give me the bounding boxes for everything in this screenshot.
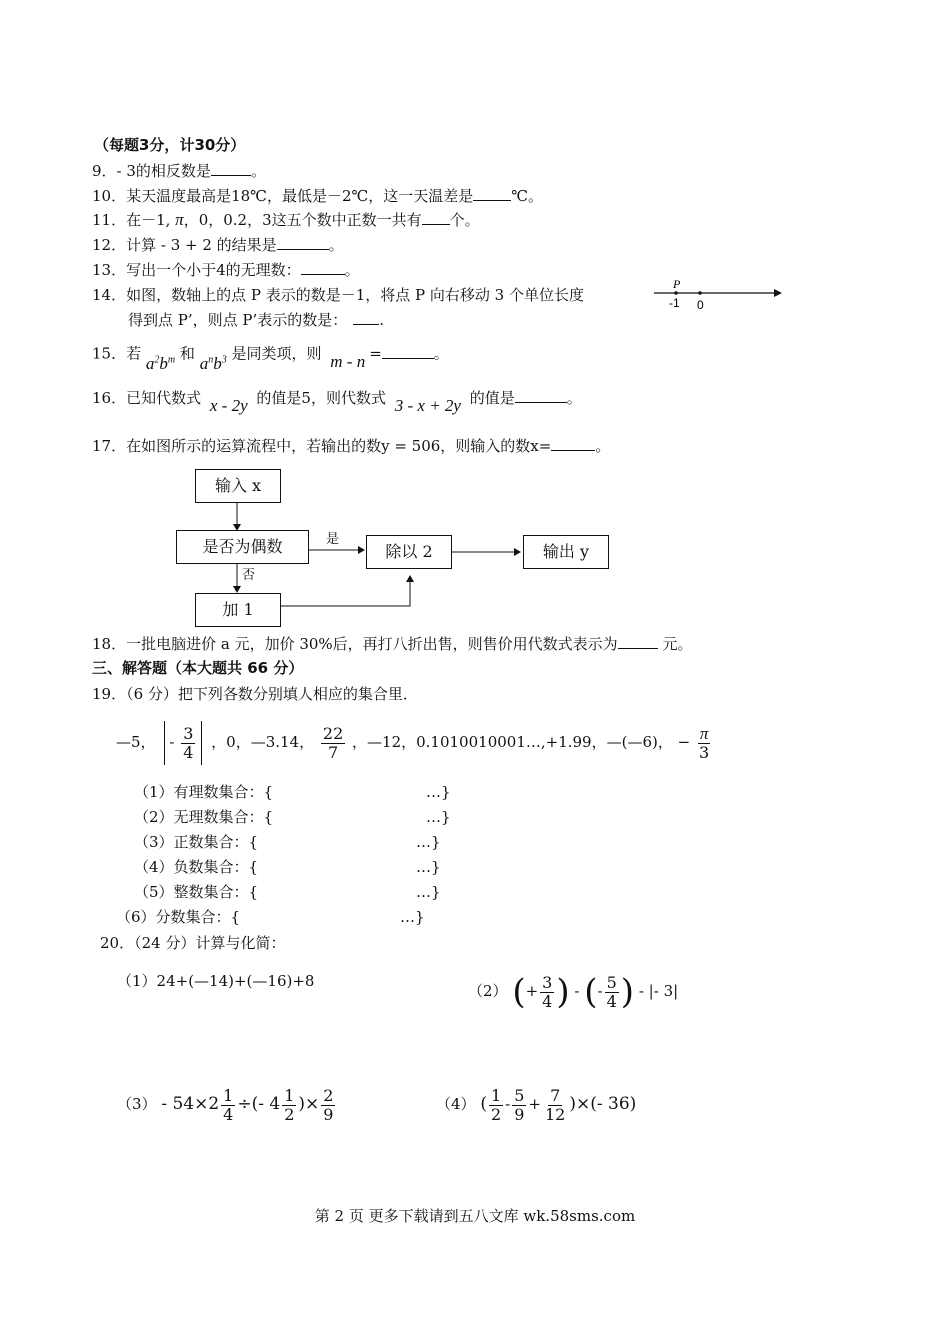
set-fraction-end: …} (400, 908, 425, 926)
flow-even-box: 是否为偶数 (176, 530, 309, 564)
answer-blank[interactable] (301, 260, 345, 275)
zero-label: 0 (697, 298, 704, 312)
fraction-1-4: $\frac{1}{4}$ (223, 1085, 234, 1124)
question-14-line-1: 14．如图，数轴上的点 P 表示的数是－1，将点 P 向右移动 3 个单位长度 (92, 286, 584, 304)
answer-blank[interactable] (382, 344, 434, 359)
flow-add-box: 加 1 (195, 593, 281, 627)
set-negative-end: …} (416, 858, 441, 876)
fraction-1-2: $\frac{1}{2}$ (284, 1085, 295, 1124)
problem-2: （2） (+ $\frac{3}{4}$ ) - (- $\frac{5}{4}$ ) - |- 3| (468, 972, 679, 1012)
fraction-22-7: $\frac{22}{7}$ (322, 723, 344, 762)
question-20: 20．（24 分）计算与化简： (100, 934, 286, 952)
fraction-7-12: $\frac{7}{12}$ (545, 1085, 566, 1124)
question-11: 11．在－1, π，0，0.2，3这五个数中正数一共有 个。 (92, 210, 480, 229)
flow-no-label: 否 (242, 568, 256, 583)
set-negative: （4）负数集合：{ (134, 858, 259, 876)
flow-divide-box: 除以 2 (366, 535, 452, 569)
set-fraction: （6）分数集合：{ (116, 908, 241, 926)
question-19: 19．（6 分）把下列各数分别填人相应的集合里． (92, 685, 418, 703)
set-irrational-end: …} (426, 808, 451, 826)
section-3-title: 三、解答题（本大题共 66 分） (92, 659, 304, 677)
problem-3: （3） - 54×2 $\frac{1}{4}$ ÷(- 4 $\frac{1}{2}$ )× $\frac{2}{9}$ (117, 1085, 334, 1124)
fraction-5-4: $\frac{5}{4}$ (606, 972, 617, 1011)
point-p (674, 291, 678, 295)
fraction-pi-3: $\frac{\pi}{3}$ (699, 723, 710, 762)
set-integer: （5）整数集合：{ (134, 883, 259, 901)
question-9: 9．- 3的相反数是 。 (92, 162, 266, 180)
flow-yes-label: 是 (326, 532, 340, 547)
answer-blank[interactable] (211, 161, 251, 176)
set-rational: （1）有理数集合：{ (134, 783, 274, 801)
set-positive-end: …} (416, 833, 441, 851)
set-integer-end: …} (416, 883, 441, 901)
abs-bar-right (201, 721, 202, 765)
section-header: （每题3分，计30分） (94, 136, 246, 154)
problem-1: （1）24+(—14)+(—16)+8 (117, 972, 315, 990)
answer-blank[interactable] (277, 235, 329, 250)
flow-input-box: 输入 x (195, 469, 281, 503)
number-line (648, 276, 784, 316)
answer-blank[interactable] (422, 210, 450, 225)
point-zero (698, 291, 702, 295)
question-17: 17．在如图所示的运算流程中，若输出的数y = 506，则输入的数x= 。 (92, 437, 611, 455)
term-2: $a^nb^3$ (199, 353, 227, 373)
answer-blank[interactable] (551, 436, 595, 451)
minus-one-label: -1 (669, 296, 680, 310)
number-list: —5， - $\frac{3}{4}$ ，0，—3.14， $\frac{22}{7}$ ，—12，0.1010010001…,+1.99，—(—6)， − $\frac{\pi}{3}$ (116, 716, 713, 768)
question-13: 13．写出一个小于4的无理数： 。 (92, 261, 360, 279)
set-irrational: （2）无理数集合：{ (134, 808, 274, 826)
flow-output-box: 输出 y (523, 535, 609, 569)
question-14-line-2: 得到点 P’，则点 P’表示的数是： . (128, 311, 385, 329)
set-positive: （3）正数集合：{ (134, 833, 259, 851)
answer-blank[interactable] (515, 388, 567, 403)
question-10: 10．某天温度最高是18℃，最低是－2℃，这一天温差是 ℃。 (92, 187, 544, 205)
question-12: 12．计算 - 3 + 2 的结果是 。 (92, 236, 344, 254)
page-footer: 第 2 页 更多下载请到五八文库 wk.58sms.com (314, 1207, 636, 1225)
answer-blank[interactable] (473, 186, 511, 201)
fraction-1-2: $\frac{1}{2}$ (490, 1085, 502, 1124)
question-18: 18．一批电脑进价 a 元，加价 30%后，再打八折出售，则售价用代数式表示为 元。 (92, 635, 693, 653)
problem-4: （4） ( $\frac{1}{2}$ - $\frac{5}{9}$ + $\frac{7}{12}$ )×(- 36) (436, 1085, 637, 1124)
abs-bar-left (164, 721, 165, 765)
fraction-2-9: $\frac{2}{9}$ (323, 1085, 334, 1124)
answer-blank[interactable] (353, 310, 379, 325)
question-16: 16．已知代数式 x - 2y 的值是5，则代数式 3 - x + 2y 的值是 。 (92, 389, 582, 415)
fraction-3-4: $\frac{3}{4}$ (183, 723, 194, 762)
fraction-5-9: $\frac{5}{9}$ (514, 1085, 525, 1124)
set-rational-end: …} (426, 783, 451, 801)
p-label: P (673, 277, 681, 291)
answer-blank[interactable] (618, 634, 658, 649)
fraction-3-4: $\frac{3}{4}$ (542, 972, 553, 1011)
question-15: 15．若 $a^2b^m$ 和 $a^nb^3$ 是同类项，则 m - n = 。 (92, 344, 449, 373)
term-1: $a^2b^m$ (145, 353, 176, 373)
arrow-right-icon (774, 289, 782, 297)
